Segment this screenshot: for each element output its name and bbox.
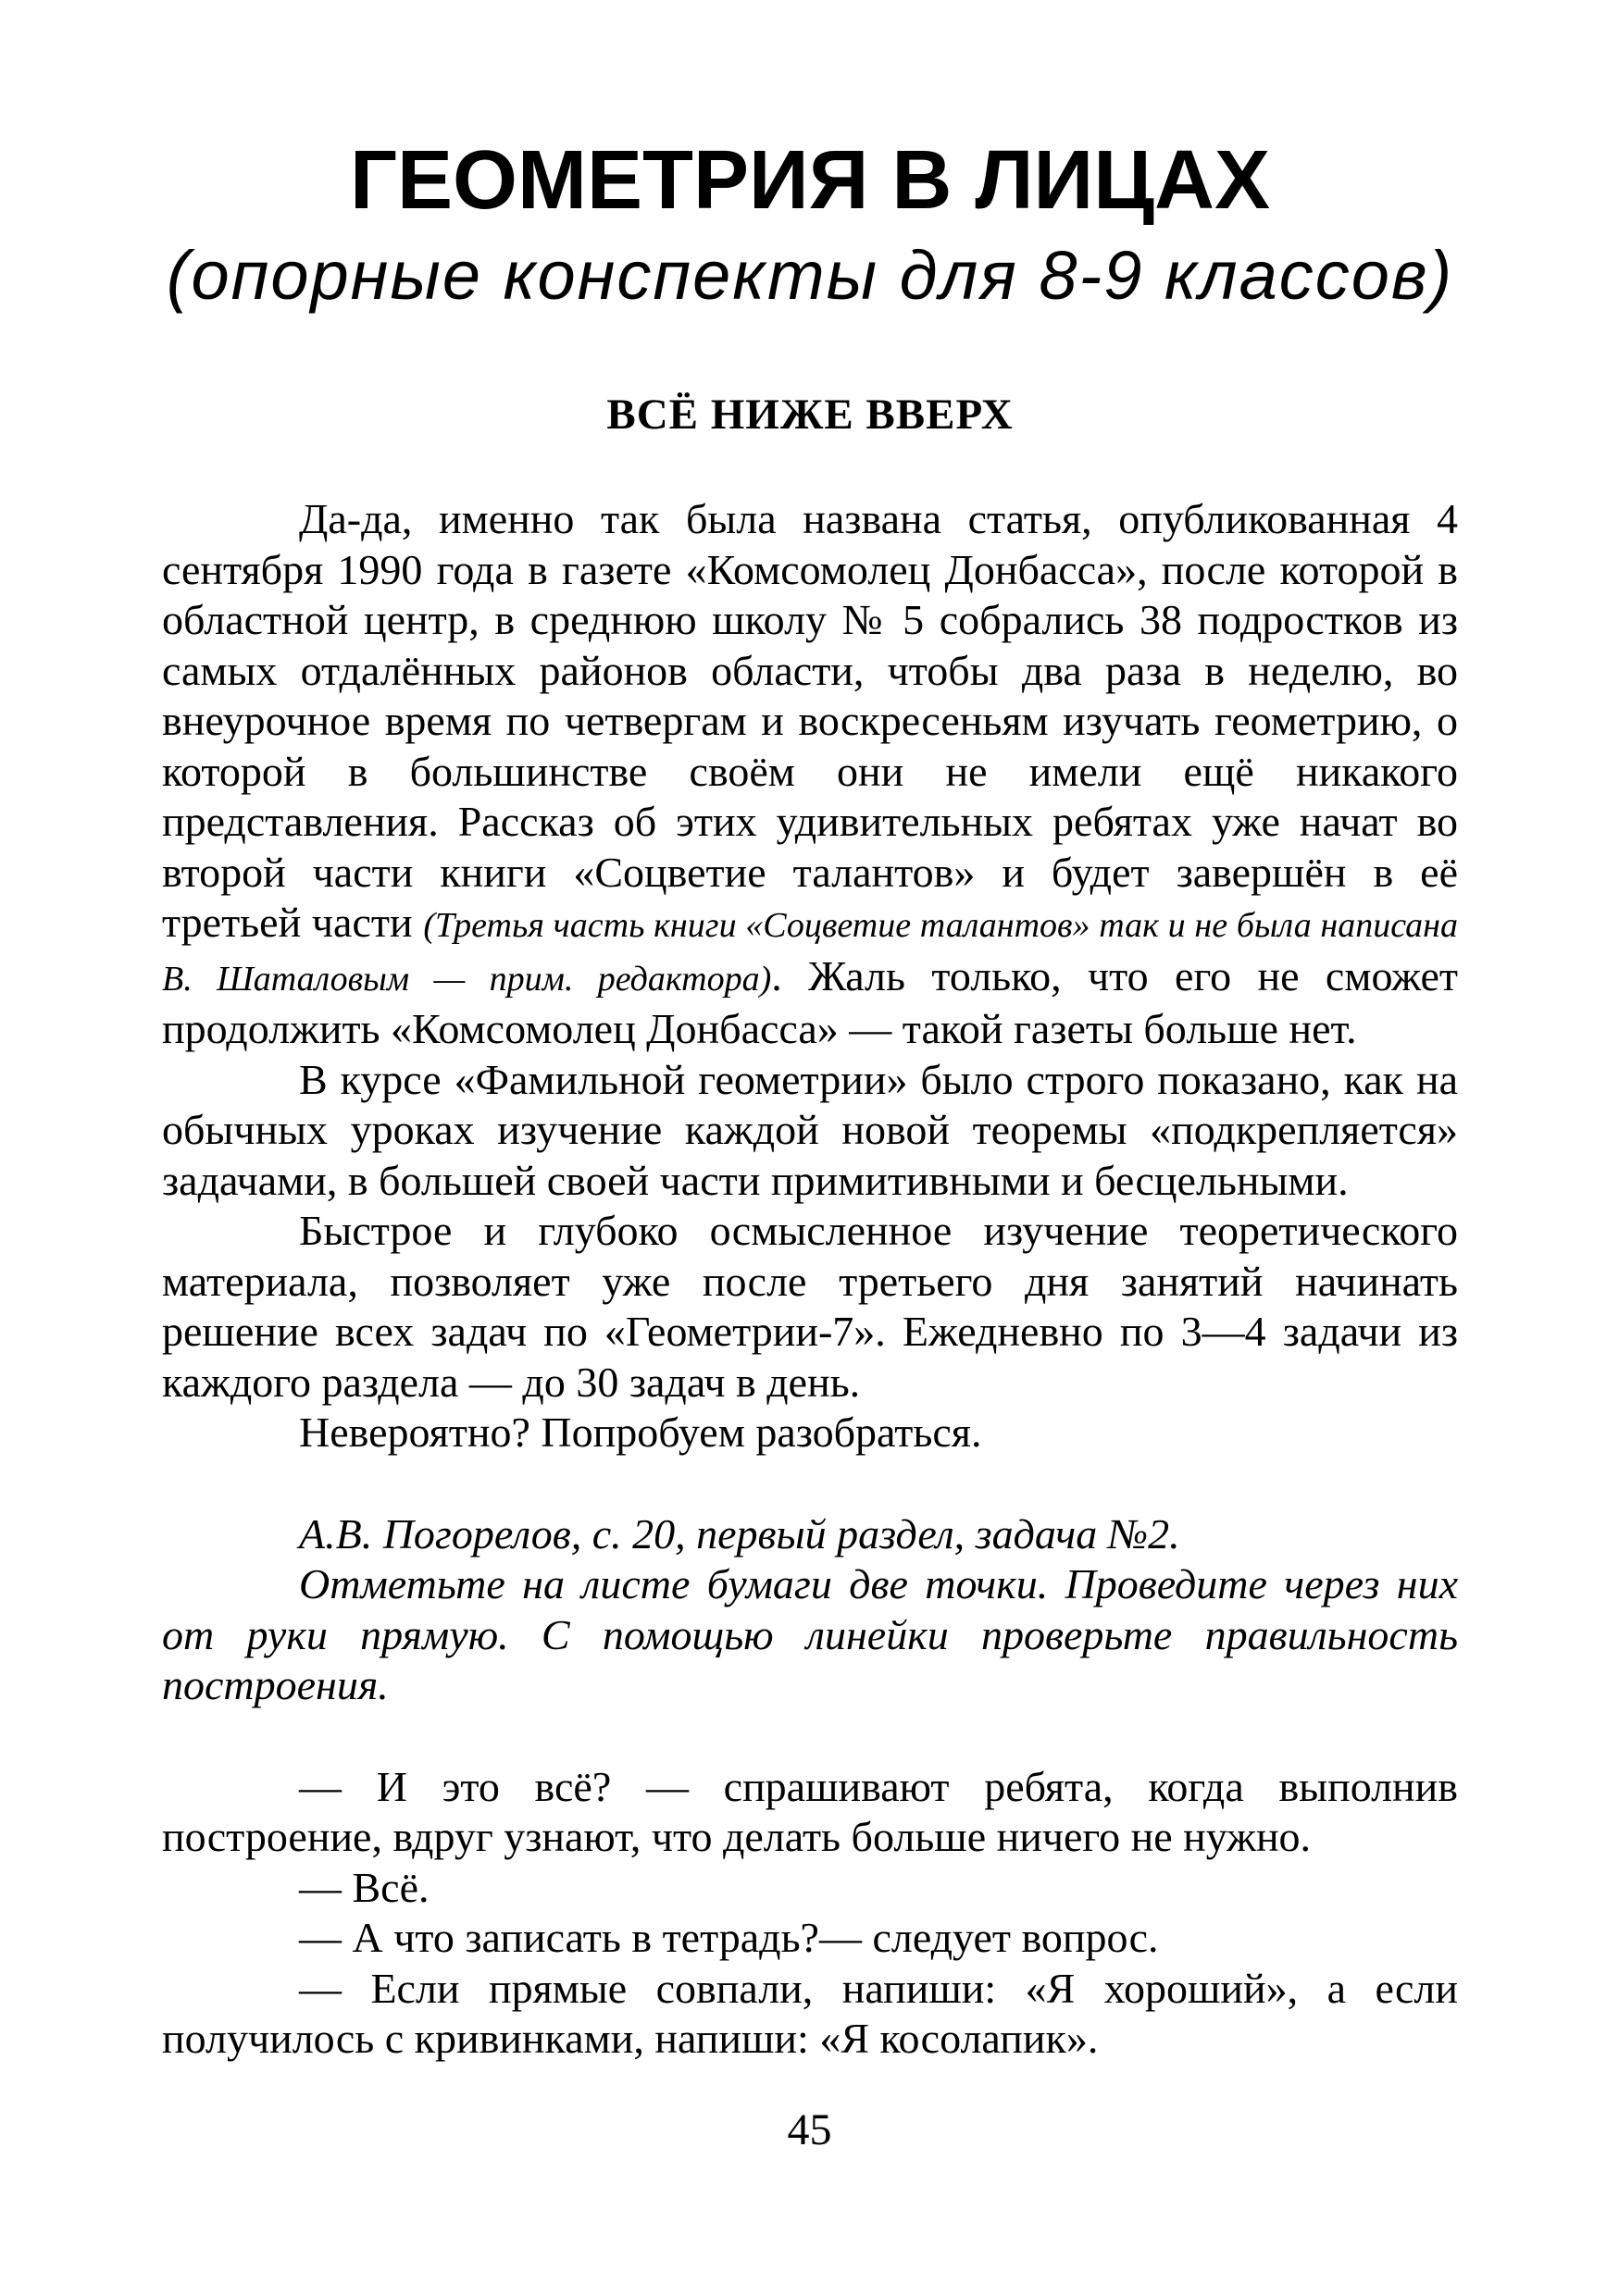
article-body xyxy=(162,494,1458,2065)
paragraph-course: В курсе «Фамильной геометрии» было строго показано, как на обычных уроках изучение каждой новой теоремы «подкрепляется» задачами, в большей своей части примитивными и бесцельными. xyxy=(162,1055,1458,1204)
dialogue-line: — Если прямые совпали, напиши: «Я хороший», а если получилось с кривинками, напиши: «Я косолапик». xyxy=(162,1964,1458,2063)
dialogue-line: — А что записать в тетрадь?— следует вопрос. xyxy=(299,1914,1159,1962)
paragraph-intro-continuation: . Жаль только, что его не сможет продолжить «Комсомолец Донбасса» — такой газеты больше нет. xyxy=(162,951,1458,1053)
paragraph-study: Быстрое и глубоко осмысленное изучение теоретического материала, позволяет уже после третьего дня занятий начинать решение всех задач по «Геометрии-7». Ежедневно по 3—4 задачи из каждого раздела — до 30 задач в день. xyxy=(162,1207,1458,1406)
paragraph-intro xyxy=(162,494,1458,1055)
paragraph-question: Невероятно? Попробуем разобраться. xyxy=(299,1409,982,1457)
page-number: 45 xyxy=(787,2105,832,2154)
text-column xyxy=(162,0,1458,2065)
page-subtitle: (опорные конспекты для 8-9 классов) xyxy=(166,236,1454,314)
paragraph-intro-text: Да-да, именно так была названа статья, опубликованная 4 сентября 1990 года в газете «Комсомолец Донбасса», после которой в областной центр, в среднюю школу № 5 собрались 38 подростков из самых отдалённых районов области, чтобы два раза в неделю, во внеурочное время по четвергам и воскресеньям изучать геометрию, о которой в большинстве своём они не имели ещё никакого представления. Рассказ об этих удивительных ребятах уже начат во второй части книги «Соцветие талантов» и будет завершён в её третьей части xyxy=(162,495,1458,947)
editor-note: (Третья часть книги «Соцветие талантов» так и не была написана В. Шаталовым — прим. редактора) xyxy=(162,906,1459,999)
dialogue-line: — И это всё? — спрашивают ребята, когда выполнив построение, вдруг узнают, что делать больше ничего не нужно. xyxy=(162,1762,1458,1861)
page-title: ГЕОМЕТРИЯ В ЛИЦАХ xyxy=(349,134,1271,227)
dialogue-line: — Всё. xyxy=(299,1863,430,1911)
task-reference: А.В. Погорелов, с. 20, первый раздел, задача №2. xyxy=(299,1509,1180,1558)
section-heading: ВСЁ НИЖЕ ВВЕРХ xyxy=(606,391,1014,440)
task-text: Отметьте на листе бумаги две точки. Проведите через них от руки прямую. С помощью линейки проверьте правильность построения. xyxy=(162,1560,1458,1709)
